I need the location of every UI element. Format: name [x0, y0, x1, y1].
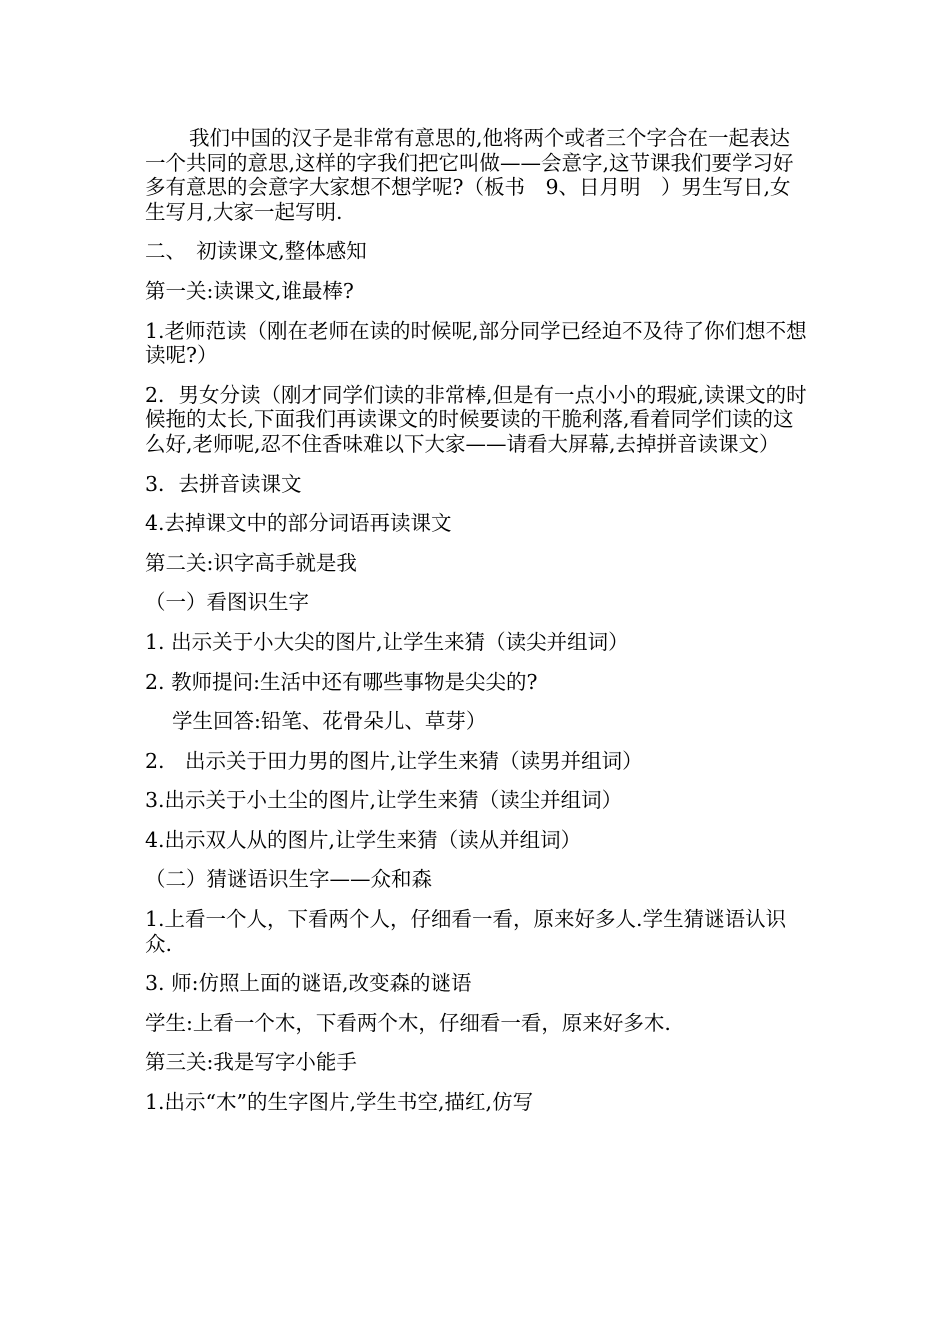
- step-teacher-reading: 1.老师范读（刚在老师在读的时候呢,部分同学已经迫不及待了你们想不想读呢?）: [145, 318, 807, 368]
- item-sharp-picture: 1. 出示关于小大尖的图片,让学生来猜（读尖并组词）: [145, 629, 629, 654]
- section-heading-first-reading: 二、 初读课文,整体感知: [145, 239, 367, 264]
- document-body: [145, 126, 807, 1130]
- item-riddle-teacher: 3. 师:仿照上面的谜语,改变森的谜语: [145, 971, 472, 996]
- item-write-wood: 1.出示“木”的生字图片,学生书空,描红,仿写: [145, 1090, 534, 1115]
- step-partial-words-reading: 4.去掉课文中的部分词语再读课文: [145, 511, 452, 536]
- item-riddle-student: 学生:上看一个木，下看两个木，仔细看一看，原来好多木.: [145, 1010, 671, 1035]
- item-dust-picture: 3.出示关于小土尘的图片,让学生来猜（读尘并组词）: [145, 788, 623, 813]
- level-three-heading: 第三关:我是写字小能手: [145, 1050, 357, 1075]
- subsection-riddles: （二）猜谜语识生字——众和森: [145, 867, 432, 892]
- subsection-picture-recognition: （一）看图识生字: [145, 590, 309, 615]
- level-two-heading: 第二关:识字高手就是我: [145, 550, 357, 575]
- item-riddle-crowd: 1.上看一个人，下看两个人，仔细看一看，原来好多人.学生猜谜语认识众.: [145, 907, 787, 956]
- level-one-heading: 第一关:读课文,谁最棒?: [145, 278, 354, 303]
- item-male-picture: 2. 出示关于田力男的图片,让学生来猜（读男并组词）: [145, 748, 643, 773]
- intro-paragraph: 我们中国的汉子是非常有意思的,他将两个或者三个字合在一起表达一个共同的意思,这样的字我们把它叫做——会意字,这节课我们要学习好多有意思的会意字大家想不想学呢?（板书 9、日月明 ）男生写日,女生写月,大家一起写明.: [145, 126, 794, 224]
- step-group-reading: 2．男女分读（刚才同学们读的非常棒,但是有一点小小的瑕疵,读课文的时候拖的太长,下面我们再读课文的时候要读的干脆利落,看着同学们读的这么好,老师呢,忍不住香味难以下大家——请看大屏幕,去掉拼音读课文）: [145, 382, 807, 456]
- item-student-answer: 学生回答:铅笔、花骨朵儿、草芽）: [172, 709, 487, 734]
- step-no-pinyin-reading: 3．去拼音读课文: [145, 471, 302, 496]
- item-teacher-question: 2. 教师提问:生活中还有哪些事物是尖尖的?: [145, 669, 538, 694]
- item-follow-picture: 4.出示双人从的图片,让学生来猜（读从并组词）: [145, 827, 582, 852]
